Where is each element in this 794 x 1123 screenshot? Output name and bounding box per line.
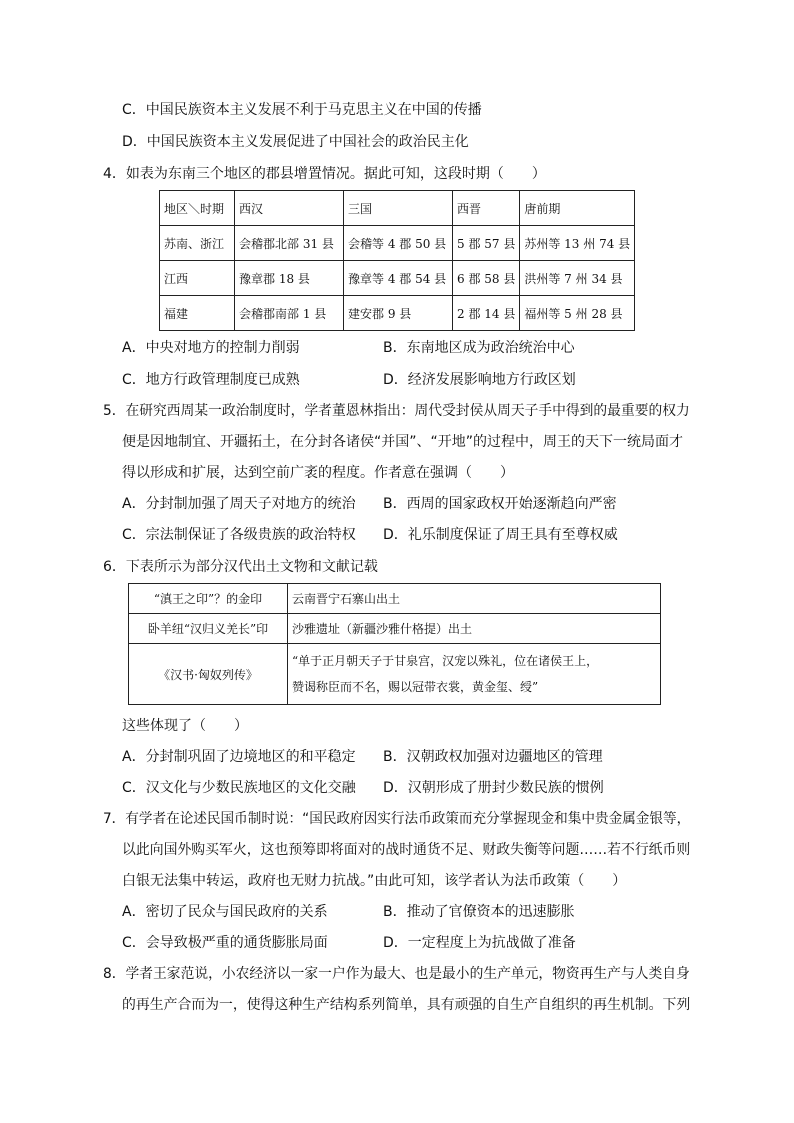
q6-option-a: A．分封制巩固了边境地区的和平稳定 (122, 749, 356, 765)
table-cell: 豫章郡 18 县 (235, 261, 344, 296)
q5-stem-line3: 得以形成和扩展，达到空前广袤的程度。作者意在强调（ ） (122, 465, 514, 481)
q8-stem-line2: 的再生产合而为一，使得这种生产结构系列简单，具有顽强的自生产自组织的再生机制。下列 (122, 997, 691, 1013)
q5-stem-line1: 5．在研究西周某一政治制度时，学者董恩林指出：周代受封侯从周天子手中得到的最重要的权力 (103, 403, 690, 419)
table-cell: 江西 (160, 261, 235, 296)
q6-tail: 这些体现了（ ） (122, 718, 248, 734)
table-cell: 沙雅遗址（新疆沙雅什格提）出土 (288, 614, 661, 644)
q7-option-d: D．一定程度上为抗战做了准备 (383, 935, 576, 951)
table-cell: 会稽郡南部 1 县 (235, 296, 344, 331)
table-cell: 福建 (160, 296, 235, 331)
table-row (129, 644, 661, 705)
q7-option-c: C．会导致极严重的通货膨胀局面 (122, 935, 328, 951)
q4-table (159, 190, 635, 331)
quote-line: “单于正月朝天子于甘泉宫，汉宠以殊礼，位在诸侯王上， (292, 654, 599, 668)
q4-stem: 4．如表为东南三个地区的郡县增置情况。据此可知，这段时期（ ） (103, 166, 546, 182)
table-header-cell: 三国 (344, 191, 453, 226)
table-cell: 6 郡 58 县 (453, 261, 520, 296)
table-cell: 豫章等 4 郡 54 县 (344, 261, 453, 296)
table-cell (288, 644, 661, 705)
q6-option-c: C．汉文化与少数民族地区的文化交融 (122, 780, 356, 796)
table-row (160, 296, 635, 331)
q5-option-b: B．西周的国家政权开始逐渐趋向严密 (383, 496, 617, 512)
table-cell: 云南晋宁石寨山出土 (288, 584, 661, 614)
table-row (160, 261, 635, 296)
q5-option-d: D．礼乐制度保证了周王具有至尊权威 (383, 527, 618, 543)
table-cell: “滇王之印”？的金印 (129, 584, 288, 614)
table-cell: 2 郡 14 县 (453, 296, 520, 331)
table-cell: 卧羊纽“汉归义羌长”印 (129, 614, 288, 644)
q7-stem-line3: 白银无法集中转运，政府也无财力抗战。”由此可知，该学者认为法币政策（ ） (122, 873, 627, 889)
table-cell: 会稽郡北部 31 县 (235, 226, 344, 261)
q6-option-d: D．汉朝形成了册封少数民族的惯例 (383, 780, 604, 796)
q6-stem: 6．下表所示为部分汉代出土文物和文献记载 (103, 559, 378, 575)
table-cell: 洪州等 7 州 34 县 (520, 261, 635, 296)
table-header-cell: 西汉 (235, 191, 344, 226)
q3-option-d: D．中国民族资本主义发展促进了中国社会的政治民主化 (122, 134, 469, 150)
table-row (129, 584, 661, 614)
q7-option-a: A．密切了民众与国民政府的关系 (122, 904, 328, 920)
q6-option-b: B．汉朝政权加强对边疆地区的管理 (383, 749, 603, 765)
table-row (160, 226, 635, 261)
table-header-cell: 西晋 (453, 191, 520, 226)
q4-option-b: B．东南地区成为政治统治中心 (383, 340, 575, 356)
q7-stem-line2: 以此向国外购买军火，这也预筹即将面对的战时通货不足、财政失衡等问题……若不行纸币则 (122, 842, 691, 858)
q4-option-c: C．地方行政管理制度已成熟 (122, 372, 300, 388)
q5-option-a: A．分封制加强了周天子对地方的统治 (122, 496, 356, 512)
table-cell: 建安郡 9 县 (344, 296, 453, 331)
table-row (160, 191, 635, 226)
q3-option-c: C．中国民族资本主义发展不利于马克思主义在中国的传播 (122, 102, 482, 118)
q8-stem-line1: 8．学者王家范说，小农经济以一家一户作为最大、也是最小的生产单元，物资再生产与人类自身 (103, 966, 690, 982)
q5-option-c: C．宗法制保证了各级贵族的政治特权 (122, 527, 356, 543)
table-cell: 会稽等 4 郡 50 县 (344, 226, 453, 261)
table-header-cell: 地区＼时期 (160, 191, 235, 226)
table-cell: 苏州等 13 州 74 县 (520, 226, 635, 261)
table-cell: 福州等 5 州 28 县 (520, 296, 635, 331)
q4-option-d: D．经济发展影响地方行政区划 (383, 372, 576, 388)
q4-option-a: A．中央对地方的控制力削弱 (122, 340, 300, 356)
q6-table (128, 583, 661, 705)
table-row (129, 614, 661, 644)
quote-line: 赞谒称臣而不名，赐以冠带衣裳，黄金玺、绶” (292, 680, 539, 694)
table-cell: 5 郡 57 县 (453, 226, 520, 261)
table-header-cell: 唐前期 (520, 191, 635, 226)
q7-stem-line1: 7．有学者在论述民国币制时说：“国民政府因实行法币政策而充分掌握现金和集中贵金属金银等， (103, 811, 691, 827)
q7-option-b: B．推动了官僚资本的迅速膨胀 (383, 904, 575, 920)
q5-stem-line2: 便是因地制宜、开疆拓土，在分封各诸侯“并国”、“开地”的过程中，周王的天下一统局面才 (122, 434, 684, 450)
table-cell: 《汉书·匈奴列传》 (129, 644, 288, 705)
table-cell: 苏南、浙江 (160, 226, 235, 261)
